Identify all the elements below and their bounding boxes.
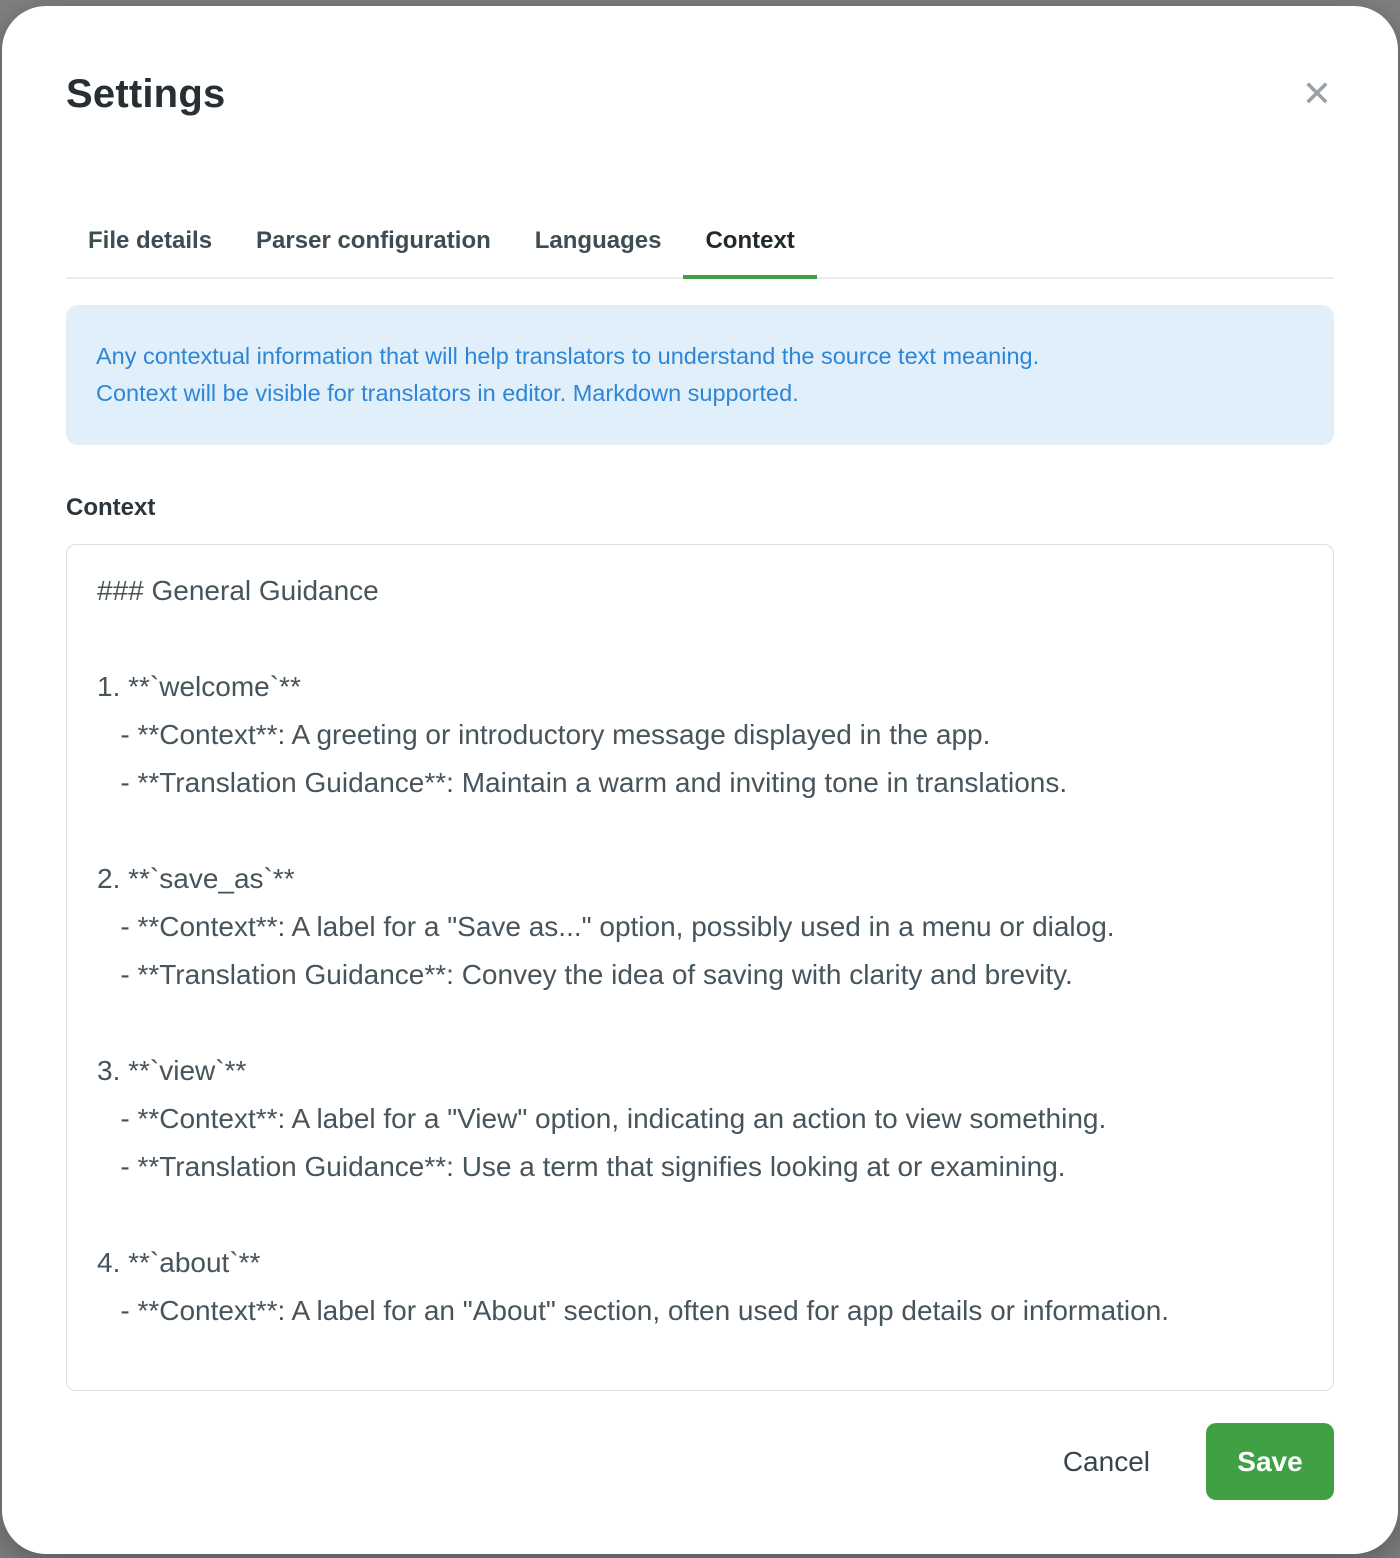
tab-bar	[66, 214, 1334, 279]
page-title: Settings	[66, 72, 226, 116]
context-textarea[interactable]	[66, 544, 1334, 1391]
context-field-label: Context	[66, 494, 156, 521]
info-banner-line-1: Any contextual information that will help translators to understand the source text meaning.	[96, 343, 1040, 369]
context-info-banner	[66, 305, 1334, 445]
tab-languages[interactable]: Languages	[534, 227, 662, 254]
info-banner-line-2: Context will be visible for translators in editor. Markdown supported.	[96, 380, 799, 406]
modal-footer	[66, 1423, 1334, 1500]
close-icon[interactable]: ✕	[1301, 73, 1332, 114]
tab-context[interactable]: Context	[683, 214, 816, 279]
tab-parser-configuration[interactable]: Parser configuration	[256, 227, 491, 254]
modal-header	[66, 70, 1334, 118]
settings-modal	[2, 6, 1398, 1554]
tab-file-details[interactable]: File details	[88, 227, 213, 254]
cancel-button[interactable]: Cancel	[1059, 1436, 1154, 1488]
save-button[interactable]: Save	[1206, 1423, 1334, 1500]
